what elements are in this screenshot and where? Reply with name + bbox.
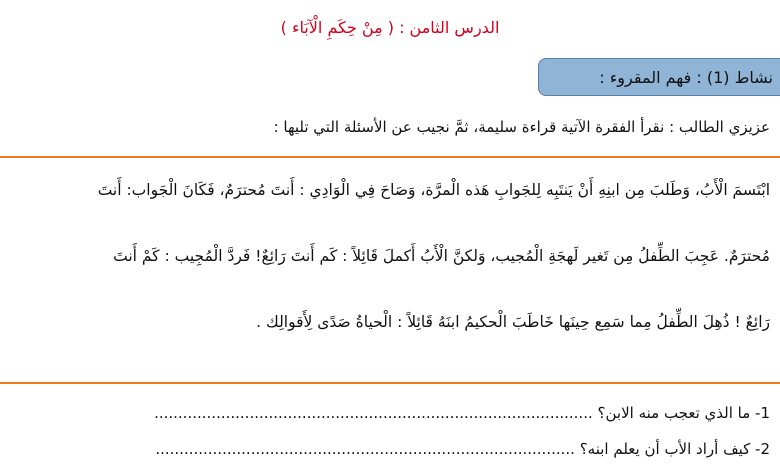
instruction-text: عزيزي الطالب : نقرأ الفقرة الآتية قراءة سليمة، ثمَّ نجيب عن الأسئلة التي تليها :	[273, 118, 770, 136]
passage-line-3: رَائِعٌ ! ذُهِلَ الطِّفلُ مِما سَمِع حِينَها خَاطَبَ الْحكيمُ ابنَهُ قَائِلاً : الْحياةُ صَدًى لِأَقوالِك .	[256, 313, 770, 331]
question-1	[154, 404, 770, 422]
question-2	[155, 440, 770, 458]
question-2-text: 2- كيف أراد الأب أن يعلم ابنه؟	[579, 440, 770, 458]
passage-top-divider	[0, 156, 780, 158]
question-1-answer-line[interactable]: ............................................................................................	[154, 404, 593, 422]
activity-label-box	[538, 58, 780, 96]
lesson-title: الدرس الثامن : ( مِنْ حِكَمِ الْآبَاء )	[280, 18, 500, 37]
question-1-text: 1- ما الذي تعجب منه الابن؟	[597, 404, 770, 422]
passage-line-1: ابْتَسمَ الْأَبُ، وَطَلبَ مِن ابنِهِ أَنْ يَنتَبِه لِلجَوابِ هَذه الْمرَّة، وَصَاحَ فِي الْوَادِي : أَنتَ مُحترَمٌ، فَكَانَ الْجَواب: أَنتَ	[97, 181, 770, 199]
activity-label: نشاط (1) : فهم المقروء :	[599, 68, 773, 87]
passage-line-2: مُحترَمٌ. عَجِبَ الطِّفلُ مِن تَغير لَهجَةِ الْمُجيب، وَلكنَّ الْأَبُ أَكملَ قَائِلاً : كَم أَنتَ رَائِعٌ! فَردَّ الْمُجِيب : كَمْ أَنتَ	[113, 247, 770, 265]
question-2-answer-line[interactable]: ........................................................................................	[155, 440, 575, 458]
passage-bottom-divider	[0, 382, 780, 384]
